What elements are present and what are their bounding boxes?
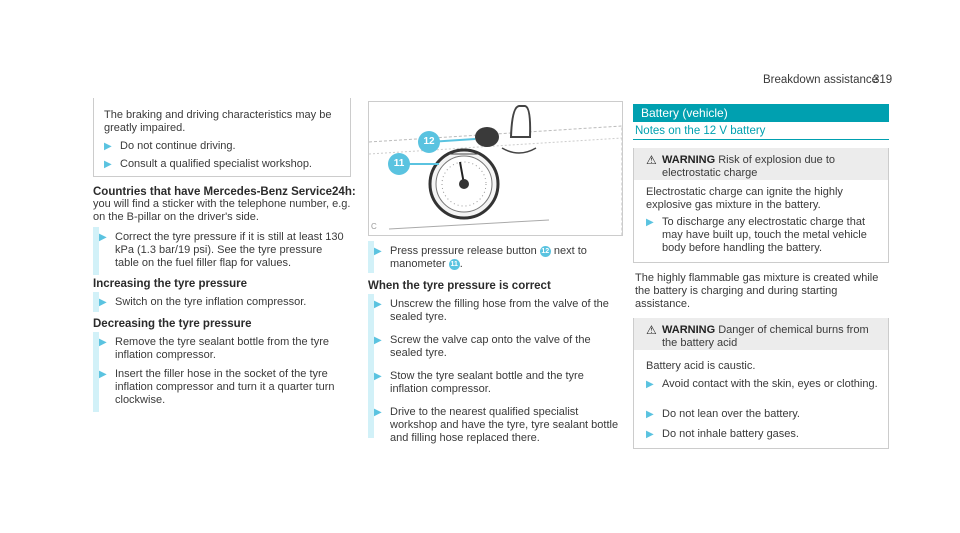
warning-triangle-icon: ⚠ [646,153,657,167]
battery-title-bar [633,104,889,122]
step-item: ▶ Do not lean over the battery. [646,408,800,420]
warning-body: Electrostatic charge can ignite the highly explosive gas mixture in the battery. [646,186,843,211]
correct-heading: When the tyre pressure is correct [368,280,551,292]
step-item: ▶ Remove the tyre sealant bottle from the tyre inflation compressor. [99,336,329,361]
section-title: Breakdown assistance [763,74,879,86]
callout-11-label: 11 [393,158,405,169]
step-arrow-icon: ▶ [104,141,112,152]
warning-triangle-icon: ⚠ [646,323,657,337]
step-item: ▶ Switch on the tyre inflation compressor. [99,296,307,308]
step-arrow-icon: ▶ [374,246,382,257]
warning-header: ⚠ WARNING Risk of explosion due to electrostatic charge [646,153,836,179]
step-arrow-icon: ▶ [646,379,654,390]
step-arrow-icon: ▶ [646,409,654,420]
step-arrow-icon: ▶ [374,407,382,418]
callout-12-label: 12 [423,136,435,147]
step-item: ▶ Drive to the nearest qualified specialist workshop and have the tyre, tyre sealant bottle and filling hose replaced there. [374,406,619,444]
battery-title: Battery (vehicle) [641,106,728,120]
page-number: 319 [873,74,893,86]
step-item: ▶ To discharge any electrostatic charge that may have built up, touch the metal vehicle body before handling the battery. [646,216,867,254]
step-item: ▶ Correct the tyre pressure if it is still at least 130 kPa (1.3 bar/19 psi). See the tyre pressure table on the fuel filler flap for values. [99,231,344,269]
step-item: ▶ Avoid contact with the skin, eyes or clothing. [646,378,878,390]
notes-heading: Notes on the 12 V battery [635,125,766,137]
step-item: ▶ Insert the filler hose in the socket of the tyre inflation compressor and turn it a quarter turn clockwise. [99,368,335,406]
warning-header: ⚠ WARNING Danger of chemical burns from the battery acid [646,323,869,349]
battery-gas-text: The highly flammable gas mixture is created while the battery is charging and during starting assistance. [635,272,879,310]
step-arrow-icon: ▶ [374,335,382,346]
step-arrow-icon: ▶ [646,217,654,228]
step-item: ▶ Do not inhale battery gases. [646,428,799,440]
step-arrow-icon: ▶ [99,232,107,243]
callout-12-badge: 12 [541,247,550,255]
step-item: ▶ Stow the tyre sealant bottle and the tyre inflation compressor. [374,370,584,395]
figure-corner-mark: C [371,222,377,231]
intro-text: The braking and driving characteristics may be greatly impaired. [104,109,332,134]
countries-heading: Countries that have Mercedes-Benz Service24h: [93,186,356,198]
warning-body: Battery acid is caustic. [646,360,756,372]
increasing-heading: Increasing the tyre pressure [93,278,248,290]
step-item: ▶ Screw the valve cap onto the valve of the sealed tyre. [374,334,591,359]
notes-rule [633,139,889,140]
step-arrow-icon: ▶ [374,299,382,310]
figure-manometer [368,101,623,236]
step-item: ▶ Do not continue driving. [104,140,236,152]
decreasing-heading: Decreasing the tyre pressure [93,318,252,330]
step-item: ▶ Consult a qualified specialist workshop. [104,158,312,170]
step-item: ▶ Unscrew the filling hose from the valve of the sealed tyre. [374,298,609,323]
step-arrow-icon: ▶ [646,429,654,440]
step-item: ▶ Press pressure release button 12 next to manometer 11 . [374,245,587,270]
step-arrow-icon: ▶ [99,337,107,348]
step-arrow-icon: ▶ [99,297,107,308]
step-arrow-icon: ▶ [104,159,112,170]
countries-text: you will find a sticker with the telephone number, e.g. on the B-pillar on the driver's side. [93,198,351,223]
callout-11-badge: 11 [450,260,458,268]
step-arrow-icon: ▶ [99,369,107,380]
step-arrow-icon: ▶ [374,371,382,382]
